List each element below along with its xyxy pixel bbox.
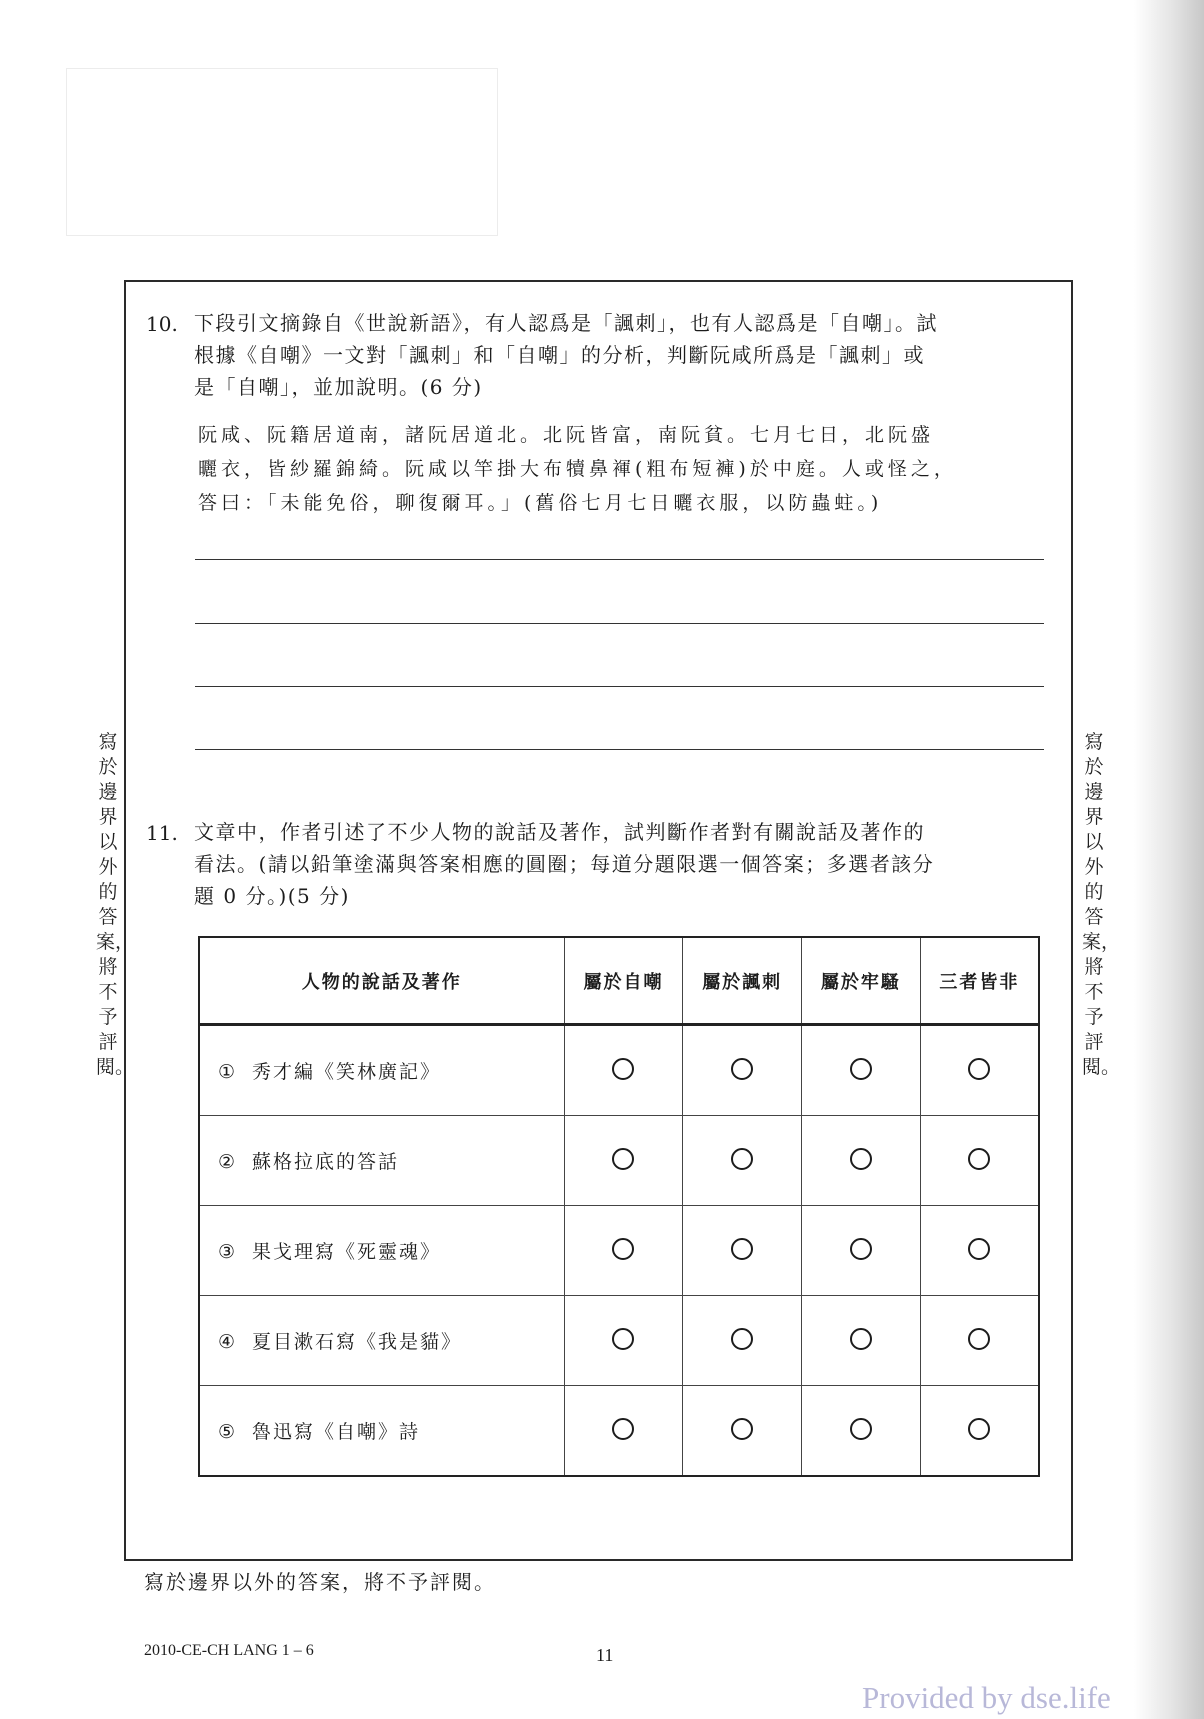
bleed-through-box: [66, 68, 498, 236]
q10-line-2: 根據《自嘲》一文對「諷刺」和「自嘲」的分析，判斷阮咸所爲是「諷刺」或: [194, 343, 925, 367]
row-label: [199, 1386, 564, 1477]
row-label: [199, 1025, 564, 1116]
table-row: [199, 1206, 1039, 1296]
row-label: [199, 1206, 564, 1296]
answer-bubble[interactable]: [612, 1418, 634, 1440]
row-text: 夏目漱石寫《我是貓》: [252, 1331, 463, 1353]
answer-bubble[interactable]: [850, 1058, 872, 1080]
row-text: 秀才編《笑林廣記》: [252, 1061, 442, 1083]
answer-bubble[interactable]: [968, 1058, 990, 1080]
header-self-mockery: 屬於自嘲: [564, 937, 683, 1025]
row-text: 蘇格拉底的答話: [252, 1151, 400, 1173]
table-header-row: [199, 937, 1039, 1025]
row-label: [199, 1296, 564, 1386]
q10-passage: [198, 418, 1048, 520]
q10-line-1: 下段引文摘錄自《世說新語》，有人認爲是「諷刺」，也有人認爲是「自嘲」。試: [194, 311, 938, 335]
passage-line: 阮咸、阮籍居道南，諸阮居道北。北阮皆富，南阮貧。七月七日，北阮盛: [198, 424, 935, 446]
page-number: 11: [596, 1645, 614, 1665]
answer-bubble[interactable]: [612, 1058, 634, 1080]
answer-bubble[interactable]: [731, 1418, 753, 1440]
q11-line-3: 題 0 分。)(5 分): [194, 884, 350, 908]
scan-shadow: [1134, 0, 1204, 1719]
passage-line: 答曰：「未能免俗，聊復爾耳。」(舊俗七月七日曬衣服，以防蟲蛀。): [198, 492, 883, 514]
answer-bubble[interactable]: [612, 1148, 634, 1170]
q10-number: 10.: [146, 312, 178, 336]
passage-line: 曬衣，皆紗羅錦綺。阮咸以竿掛大布犢鼻褌(粗布短褲)於中庭。人或怪之，: [198, 458, 957, 480]
header-item: 人物的說話及著作: [199, 937, 564, 1025]
answer-line[interactable]: [195, 686, 1044, 687]
answer-bubble[interactable]: [850, 1148, 872, 1170]
answer-bubble[interactable]: [731, 1148, 753, 1170]
answer-bubble[interactable]: [850, 1418, 872, 1440]
row-text: 魯迅寫《自嘲》詩: [252, 1421, 421, 1443]
table-row: [199, 1386, 1039, 1477]
answer-bubble[interactable]: [731, 1328, 753, 1350]
q11-line-2: 看法。(請以鉛筆塗滿與答案相應的圓圈；每道分題限選一個答案；多選者該分: [194, 852, 935, 876]
answer-bubble[interactable]: [850, 1328, 872, 1350]
q11-line-1: 文章中，作者引述了不少人物的說話及著作，試判斷作者對有關說話及著作的: [194, 820, 925, 844]
q10-line-3: 是「自嘲」，並加說明。(6 分): [194, 375, 483, 399]
header-satire: 屬於諷刺: [683, 937, 802, 1025]
row-label: [199, 1116, 564, 1206]
table-row: [199, 1025, 1039, 1116]
q11-number: 11.: [146, 821, 178, 845]
answer-bubble[interactable]: [731, 1058, 753, 1080]
answer-bubble[interactable]: [731, 1238, 753, 1260]
answer-line[interactable]: [195, 749, 1044, 750]
row-number: ③: [218, 1241, 238, 1263]
row-number: ①: [218, 1061, 238, 1083]
row-number: ⑤: [218, 1421, 238, 1443]
answer-bubble[interactable]: [968, 1418, 990, 1440]
row-number: ④: [218, 1331, 238, 1353]
answer-bubble[interactable]: [968, 1148, 990, 1170]
paper-code: 2010-CE-CH LANG 1 – 6: [144, 1642, 314, 1659]
q11-answer-table: [198, 936, 1040, 1477]
side-note-right: 寫於邊界以外的答案，將不予評閱。: [1082, 731, 1121, 1078]
answer-bubble[interactable]: [850, 1238, 872, 1260]
answer-line[interactable]: [195, 559, 1044, 560]
bottom-note: 寫於邊界以外的答案，將不予評閱。: [144, 1570, 496, 1594]
row-number: ②: [218, 1151, 238, 1173]
header-complaint: 屬於牢騷: [802, 937, 921, 1025]
answer-bubble[interactable]: [968, 1328, 990, 1350]
row-text: 果戈理寫《死靈魂》: [252, 1241, 442, 1263]
answer-bubble[interactable]: [612, 1328, 634, 1350]
side-note-left: 寫於邊界以外的答案，將不予評閱。: [96, 731, 135, 1078]
header-none: 三者皆非: [920, 937, 1039, 1025]
watermark: Provided by dse.life: [862, 1680, 1111, 1715]
table-row: [199, 1296, 1039, 1386]
answer-bubble[interactable]: [968, 1238, 990, 1260]
answer-line[interactable]: [195, 623, 1044, 624]
answer-bubble[interactable]: [612, 1238, 634, 1260]
table-row: [199, 1116, 1039, 1206]
